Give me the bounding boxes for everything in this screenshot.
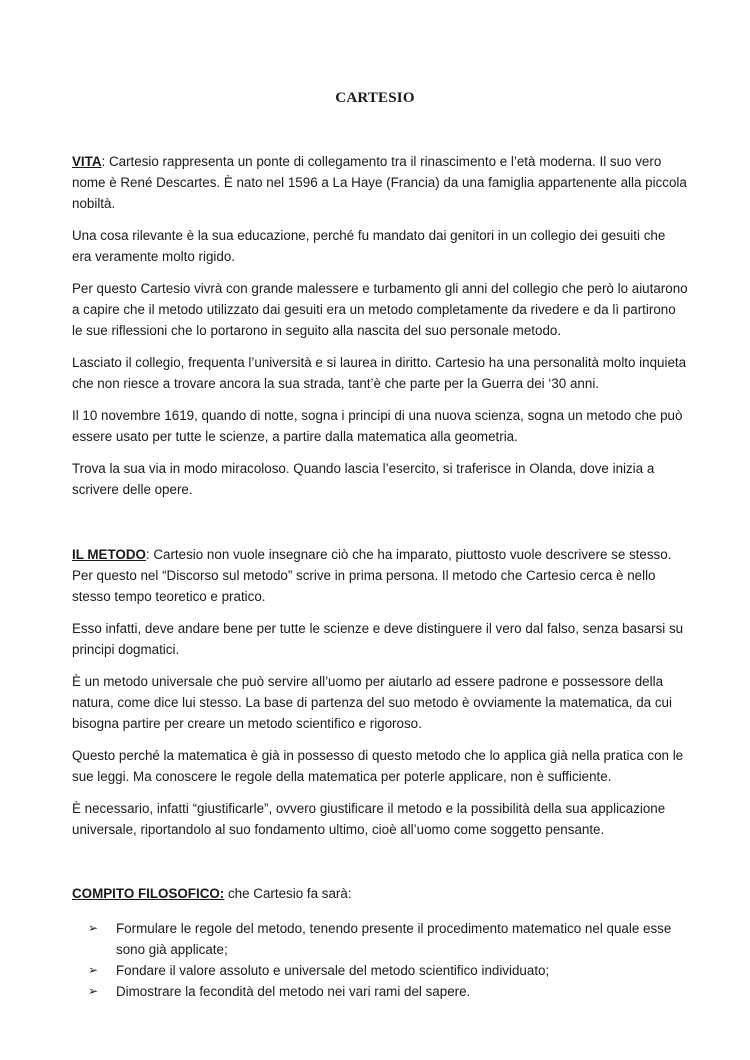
list-item [88, 918, 688, 960]
section-spacer [72, 511, 688, 544]
compito-intro-text: che Cartesio fa sarà: [224, 886, 352, 901]
metodo-paragraph: È necessario, infatti “giustificarle”, ovvero giustificare il metodo e la possibilità della sua applicazione universale, riportandolo al suo fondamento ultimo, cioè all’uomo come soggetto pensante. [72, 801, 666, 837]
metodo-paragraph: Esso infatti, deve andare bene per tutte le scienze e deve distinguere il vero dal falso, senza basarsi su principi dogmatici. [72, 621, 684, 657]
vita-heading: VITA [72, 154, 102, 169]
vita-paragraph: Per questo Cartesio vivrà con grande malessere e turbamento gli anni del collegio che però lo aiutarono a capire che il metodo utilizzato dai gesuiti era un metodo completamente da rivedere e da lì partirono le sue riflessioni che lo portarono in seguito alla nascita del suo personale metodo. [72, 281, 688, 338]
arrow-bullet-icon: ➢ [88, 921, 99, 935]
metodo-intro-text: : Cartesio non vuole insegnare ciò che ha imparato, piuttosto vuole descrivere se stesso. Per questo nel “Discorso sul metodo” scrive in prima persona. Il metodo che Cartesio cerca è nello stesso tempo teoretico e pratico. [72, 547, 672, 604]
arrow-bullet-icon: ➢ [88, 963, 99, 977]
metodo-paragraph: È un metodo universale che può servire all’uomo per aiutarlo ad essere padrone e possessore della natura, come dice lui stesso. La base di partenza del suo metodo è ovviamente la matematica, da cui bisogna partire per creare un metodo scientifico e rigoroso. [72, 674, 672, 731]
compito-heading: COMPITO FILOSOFICO: [72, 886, 225, 901]
list-item [88, 981, 688, 1002]
page-title: CARTESIO [335, 90, 415, 106]
vita-intro-text: Cartesio rappresenta un ponte di collegamento tra il rinascimento e l’età moderna. Il suo vero nome è René Descartes. È nato nel 1596 a La Haye (Francia) da una famiglia appartenente alla piccola nobiltà. [72, 154, 687, 211]
vita-colon: : [101, 154, 106, 169]
arrow-bullet-icon: ➢ [88, 984, 99, 998]
metodo-heading: IL METODO [72, 547, 146, 562]
compito-intro-paragraph [72, 883, 688, 904]
vita-paragraph: Il 10 novembre 1619, quando di notte, sogna i principi di una nuova scienza, sogna un metodo che può essere usato per tutte le scienze, a partire dalla matematica alla geometria. [72, 408, 683, 444]
list-item-text: Fondare il valore assoluto e universale del metodo scientifico individuato; [116, 963, 550, 978]
vita-intro-paragraph [72, 151, 688, 214]
vita-paragraph: Lasciato il collegio, frequenta l’università e si laurea in diritto. Cartesio ha una personalità molto inquieta che non riesce a trovare ancora la sua strada, tant’è che parte per la Guerra dei ‘30 anni. [72, 355, 687, 391]
metodo-intro-paragraph [72, 544, 688, 607]
vita-paragraph: Trova la sua via in modo miracoloso. Quando lascia l’esercito, si traferisce in Olanda, dove inizia a scrivere delle opere. [72, 461, 655, 497]
compito-bullet-list [72, 918, 688, 1002]
list-item-text: Formulare le regole del metodo, tenendo presente il procedimento matematico nel quale esse sono già applicate; [116, 921, 672, 957]
vita-paragraph: Una cosa rilevante è la sua educazione, perché fu mandato dai genitori in un collegio dei gesuiti che era veramente molto rigido. [72, 228, 666, 264]
document-body [72, 151, 688, 1002]
list-item [88, 960, 688, 981]
list-item-text: Dimostrare la fecondità del metodo nei vari rami del sapere. [116, 984, 471, 999]
metodo-paragraph: Questo perché la matematica è già in possesso di questo metodo che lo applica già nella pratica con le sue leggi. Ma conoscere le regole della matematica per poterle applicare, non è sufficiente. [72, 748, 684, 784]
section-spacer [72, 851, 688, 883]
